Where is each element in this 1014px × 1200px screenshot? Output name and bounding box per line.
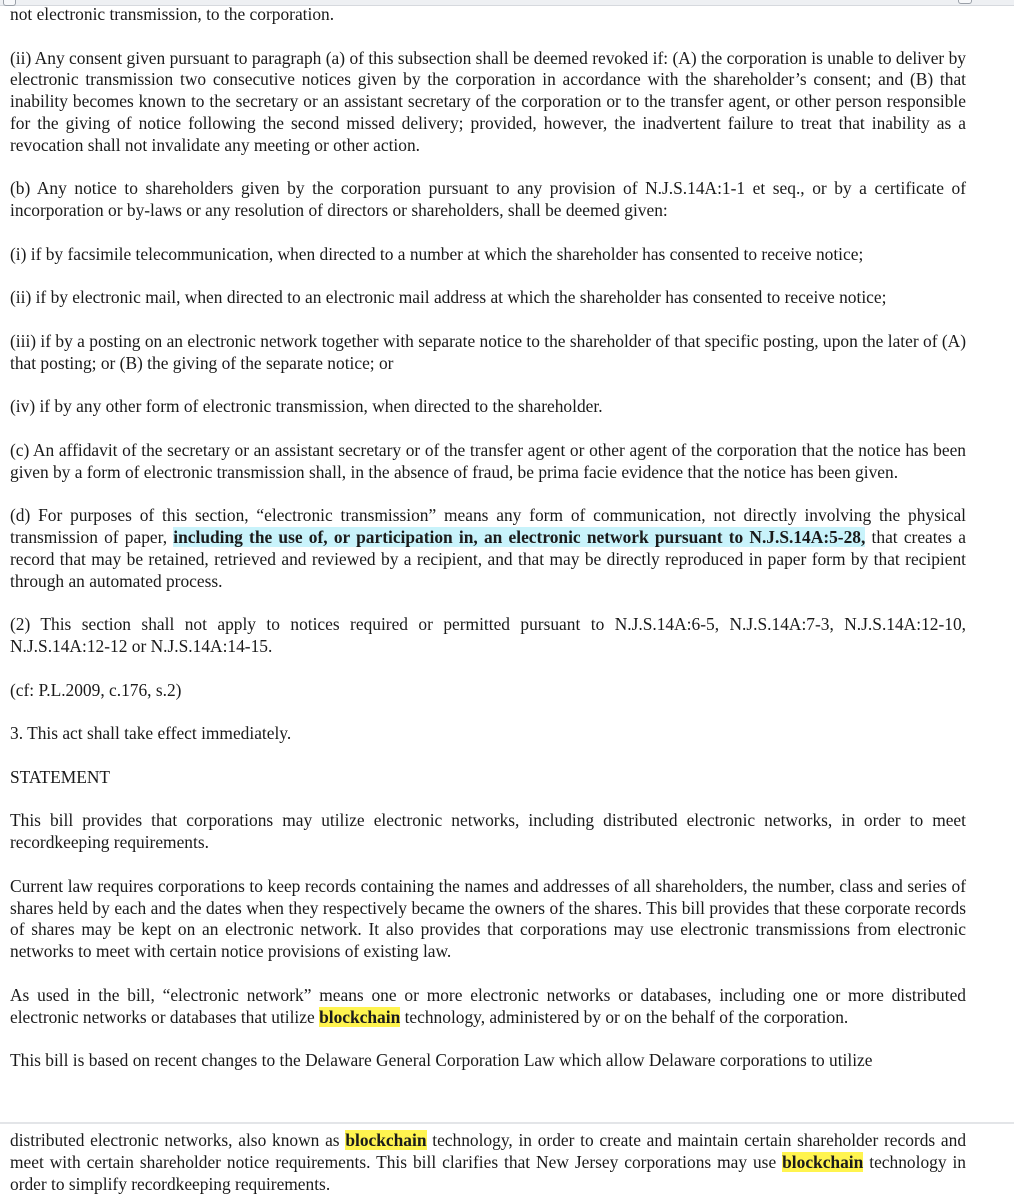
definition-text-start: (d) For purposes of this section, “electronic transmission” means any form of communication, not directly involving the physical transmission of paper, — [10, 505, 966, 548]
paragraph-effective: 3. This act shall take effect immediately. — [10, 723, 292, 744]
paragraph-network-definition — [10, 985, 966, 1029]
highlighted-blockchain-term: blockchain — [319, 1006, 401, 1027]
delaware-text-start: distributed electronic networks, also known as — [10, 1130, 346, 1150]
paragraph-delaware-basis: This bill is based on recent changes to the Delaware General Corporation Law which allow Delaware corporations to utilize — [10, 1050, 873, 1071]
paragraph-exceptions: (2) This section shall not apply to notices required or permitted pursuant to N.J.S.14A:6-5, N.J.S.14A:7-3, N.J.S.14A:12-10, N.J.S.14A:12-12 or N.J.S.14A:14-15. — [10, 614, 966, 657]
paragraph-citation: (cf: P.L.2009, c.176, s.2) — [10, 679, 182, 700]
paragraph-affidavit: (c) An affidavit of the secretary or an assistant secretary or of the transfer agent or other agent of the corporation that the notice has been given by a form of electronic transmission shall, in the absence of fraud, be prima facie evidence that the notice has been given. — [10, 439, 966, 482]
document-body-continued — [10, 1130, 966, 1195]
page-break-divider — [0, 1122, 1014, 1124]
paragraph-posting: (iii) if by a posting on an electronic network together with separate notice to the shareholder of that specific posting, upon the later of (A) that posting; or (B) the giving of the separate notice; or — [10, 330, 966, 373]
highlighted-network-clause: including the use of, or participation in, an electronic network pursuant to N.J.S.14A:5-28, — [173, 527, 866, 548]
network-definition-end: technology, administered by or on the behalf of the corporation. — [400, 1006, 849, 1027]
paragraph-current-law: Current law requires corporations to keep records containing the names and addresses of all shareholders, the number, class and series of shares held by each and the dates when they respectively became the owners of the shares. This bill provides that these corporate records of shares may be kept on an electronic network. It also provides that corporations may use electronic transmissions from electronic networks to meet with certain notice provisions of existing law. — [10, 875, 966, 962]
paragraph-email: (ii) if by electronic mail, when directed to an electronic mail address at which the shareholder has consented to receive notice; — [10, 287, 887, 308]
highlighted-blockchain-term: blockchain — [782, 1151, 864, 1172]
network-definition-start: As used in the bill, “electronic network” means one or more electronic networks or databases, including one or more distributed electronic networks or databases that utilize — [10, 984, 966, 1027]
paragraph-delaware-continued — [10, 1130, 966, 1195]
paragraph-continuation: not electronic transmission, to the corporation. — [10, 4, 335, 24]
paragraph-notice-deemed-given: (b) Any notice to shareholders given by the corporation pursuant to any provision of N.J.S.14A:1-1 et seq., or by a certificate of incorporation or by-laws or any resolution of directors or shareholders, shall be deemed given: — [10, 178, 966, 221]
paragraph-statement-summary: This bill provides that corporations may utilize electronic networks, including distributed electronic networks, in order to meet recordkeeping requirements. — [10, 810, 966, 853]
definition-text-end: that creates a record that may be retained, retrieved and reviewed by a recipient, and that may be directly reproduced in paper form by that recipient through an automated process. — [10, 527, 966, 591]
delaware-text-end: technology in order to simplify recordkeeping requirements. — [10, 1151, 966, 1194]
document-body — [10, 4, 966, 1072]
paragraph-facsimile: (i) if by facsimile telecommunication, when directed to a number at which the shareholder has consented to receive notice; — [10, 243, 864, 264]
delaware-text-middle: technology, in order to create and maintain certain shareholder records and meet with certain shareholder notice requirements. This bill clarifies that New Jersey corporations may use — [10, 1130, 967, 1172]
paragraph-other-form: (iv) if by any other form of electronic transmission, when directed to the shareholder. — [10, 396, 603, 417]
highlighted-blockchain-term: blockchain — [345, 1130, 427, 1150]
paragraph-definition — [10, 505, 966, 592]
statement-heading: STATEMENT — [10, 766, 111, 787]
paragraph-consent-revocation: (ii) Any consent given pursuant to paragraph (a) of this subsection shall be deemed revoked if: (A) the corporation is unable to deliver by electronic transmission two consecutive notices given by the corporation in accordance with the shareholder’s consent; and (B) that inability becomes known to the secretary or an assistant secretary of the corporation or to the transfer agent, or other person responsible for the giving of notice following the second missed delivery; provided, however, the inadvertent failure to treat that inability as a revocation shall not invalidate any meeting or other action. — [10, 47, 966, 155]
